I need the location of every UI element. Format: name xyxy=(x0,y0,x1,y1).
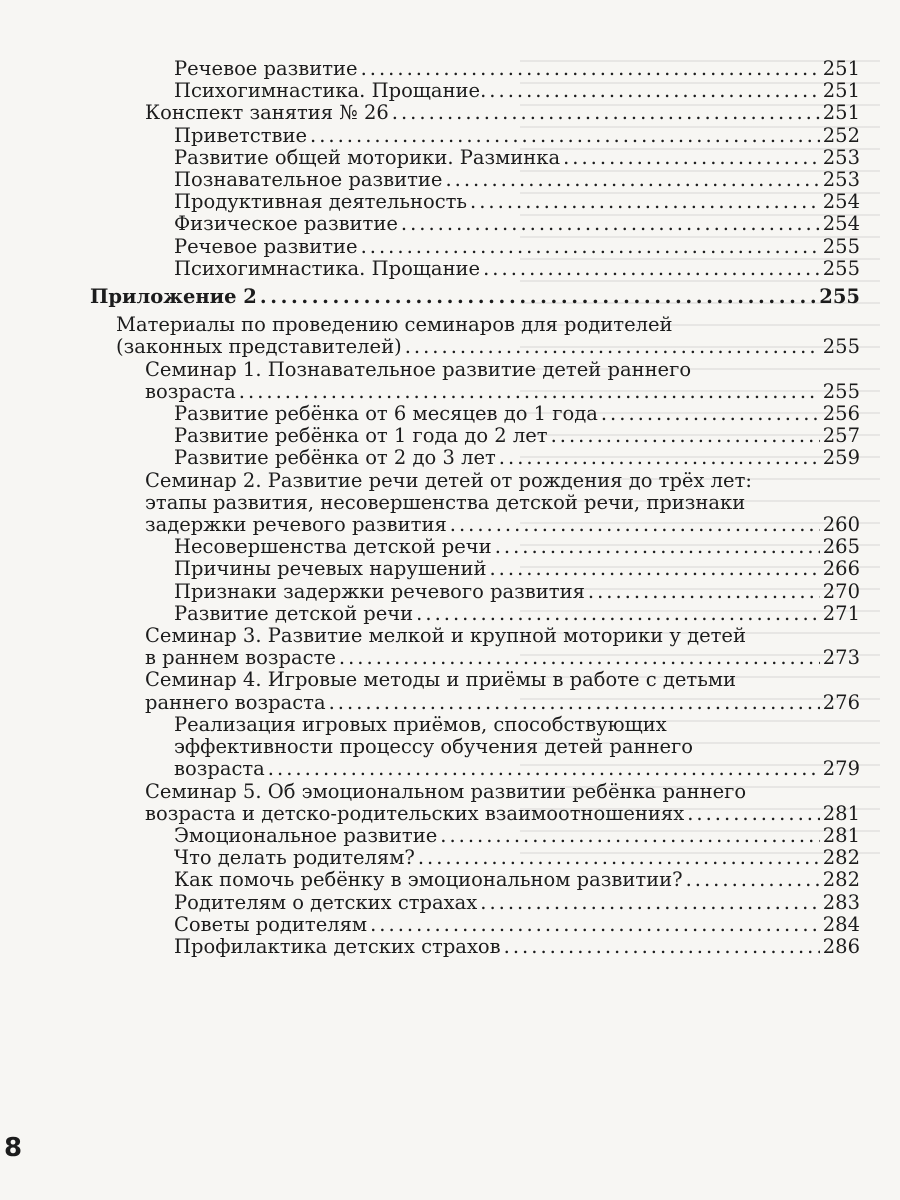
toc-entry-page: 253 xyxy=(822,168,860,192)
leader-dots xyxy=(480,892,820,914)
toc-entry xyxy=(174,936,860,958)
toc-entry xyxy=(174,536,860,558)
toc-entry-page: 271 xyxy=(822,601,860,625)
leader-dots xyxy=(440,825,820,847)
toc-entry xyxy=(174,425,860,447)
toc-entry-page: 273 xyxy=(822,646,860,670)
toc-entry xyxy=(174,892,860,914)
leader-dots xyxy=(416,603,820,625)
leader-dots xyxy=(686,869,820,891)
toc-entry-page: 253 xyxy=(822,145,860,169)
toc-entry-line: эффективности процессу обучения детей раннего xyxy=(174,735,693,759)
toc-entry xyxy=(174,447,860,469)
toc-entry-title: Как помочь ребёнку в эмоциональном развитии? xyxy=(174,868,683,892)
leader-dots xyxy=(260,286,816,308)
toc-entry-page: 284 xyxy=(822,912,860,936)
toc-entry-page: 257 xyxy=(822,424,860,448)
toc-entry xyxy=(145,647,860,669)
toc-entry-title: Речевое развитие xyxy=(174,57,358,80)
toc-entry-title: Физическое развитие xyxy=(174,212,398,236)
toc-entry-page: 252 xyxy=(822,123,860,147)
toc-entry xyxy=(174,914,860,936)
toc-entry-page: 265 xyxy=(822,535,860,559)
toc-entry-page: 255 xyxy=(822,234,860,258)
toc-entry-page: 259 xyxy=(822,446,860,470)
toc-entry-page: 251 xyxy=(822,57,860,80)
toc-entry xyxy=(145,381,860,403)
toc-entry-title: Речевое развитие xyxy=(174,234,358,258)
leader-dots xyxy=(239,381,820,403)
leader-dots xyxy=(687,803,820,825)
toc-entry xyxy=(174,403,860,425)
toc-entry-line: этапы развития, несовершенства детской речи, признаки xyxy=(145,490,746,514)
toc-entry-page: 255 xyxy=(819,285,860,309)
leader-dots xyxy=(551,425,820,447)
toc-entry-title: Развитие детской речи xyxy=(174,601,414,625)
toc-entry-page: 282 xyxy=(822,868,860,892)
toc-entry-title: Приветствие xyxy=(174,123,308,147)
toc-entry-page: 255 xyxy=(822,379,860,403)
toc-entry-title: Познавательное развитие xyxy=(174,168,443,192)
toc-entry xyxy=(145,514,860,536)
toc-entry xyxy=(116,336,860,358)
toc-entry xyxy=(174,847,860,869)
leader-dots xyxy=(361,236,820,258)
leader-dots xyxy=(563,147,820,169)
leader-dots xyxy=(450,514,820,536)
toc-entry-page: 279 xyxy=(822,757,860,781)
toc-entry-title: Родителям о детских страхах xyxy=(174,890,478,914)
leader-dots xyxy=(483,258,820,280)
toc-entry-title: в раннем возрасте xyxy=(145,646,336,670)
toc-entry-title: Что делать родителям? xyxy=(174,846,415,870)
toc-entry-title: Эмоциональное развитие xyxy=(174,823,438,847)
toc-entry-title: Развитие ребёнка от 2 до 3 лет xyxy=(174,446,496,470)
toc-entry-page: 266 xyxy=(822,557,860,581)
table-of-contents xyxy=(0,58,900,958)
toc-entry-page: 251 xyxy=(822,101,860,125)
leader-dots xyxy=(445,169,819,191)
toc-entry xyxy=(174,147,860,169)
toc-entry-title: Советы родителям xyxy=(174,912,368,936)
toc-entry-title: Психогимнастика. Прощание xyxy=(174,256,481,280)
toc-entry-page: 282 xyxy=(822,846,860,870)
toc-entry xyxy=(174,758,860,780)
toc-entry-title: возраста xyxy=(174,757,265,781)
toc-entry xyxy=(174,125,860,147)
toc-entry-line: Семинар 1. Познавательное развитие детей раннего xyxy=(145,357,692,381)
toc-entry-title: Профилактика детских страхов xyxy=(174,934,501,958)
toc-entry-title: Конспект занятия № 26 xyxy=(145,101,389,125)
toc-entry-title: Несовершенства детской речи xyxy=(174,535,492,559)
toc-entry-line: Семинар 5. Об эмоциональном развитии ребёнка раннего xyxy=(145,779,747,803)
toc-entry-line: Материалы по проведению семинаров для родителей xyxy=(116,313,673,337)
leader-dots xyxy=(495,536,820,558)
toc-entry-line: Семинар 4. Игровые методы и приёмы в работе с детьми xyxy=(145,668,736,692)
toc-entry-page: 281 xyxy=(822,823,860,847)
leader-dots xyxy=(339,647,820,669)
toc-entry-line: Реализация игровых приёмов, способствующих xyxy=(174,712,667,736)
leader-dots xyxy=(418,847,820,869)
toc-entry-title: Психогимнастика. Прощание. xyxy=(174,79,487,103)
toc-entry-title: Причины речевых нарушений xyxy=(174,557,487,581)
toc-entry-title: возраста xyxy=(145,379,236,403)
page-number: 8 xyxy=(4,1133,23,1163)
toc-entry-title: Приложение 2 xyxy=(90,285,257,309)
toc-entry-title: Признаки задержки речевого развития xyxy=(174,579,585,603)
toc-entry-title: задержки речевого развития xyxy=(145,513,447,537)
toc-entry xyxy=(145,803,860,825)
toc-entry-title: возраста и детско-родительских взаимоотношениях xyxy=(145,801,685,825)
leader-dots xyxy=(489,80,819,102)
toc-entry-page: 254 xyxy=(822,212,860,236)
leader-dots xyxy=(601,403,820,425)
toc-entry-line: Семинар 3. Развитие мелкой и крупной моторики у детей xyxy=(145,624,746,648)
toc-entry-page: 256 xyxy=(822,402,860,426)
toc-entry xyxy=(174,869,860,891)
toc-entry xyxy=(174,58,860,80)
leader-dots xyxy=(489,558,819,580)
toc-entry-page: 260 xyxy=(822,513,860,537)
toc-entry xyxy=(174,603,860,625)
toc-entry xyxy=(174,258,860,280)
toc-entry-title: Развитие ребёнка от 1 года до 2 лет xyxy=(174,424,548,448)
toc-entry-line: Семинар 2. Развитие речи детей от рождения до трёх лет: xyxy=(145,468,752,492)
toc-entry xyxy=(174,213,860,235)
toc-entry-page: 255 xyxy=(822,335,860,359)
leader-dots xyxy=(370,914,820,936)
leader-dots xyxy=(361,58,820,80)
toc-entry xyxy=(174,581,860,603)
toc-entry-title: раннего возраста xyxy=(145,690,326,714)
toc-entry-page: 276 xyxy=(822,690,860,714)
toc-entry xyxy=(145,102,860,124)
toc-entry-title: Развитие общей моторики. Разминка xyxy=(174,145,561,169)
leader-dots xyxy=(504,936,820,958)
toc-entry-title: Продуктивная деятельность xyxy=(174,190,468,214)
toc-entry xyxy=(174,236,860,258)
toc-entry-page: 283 xyxy=(822,890,860,914)
leader-dots xyxy=(470,191,820,213)
toc-entry-page: 255 xyxy=(822,256,860,280)
toc-entry xyxy=(145,692,860,714)
toc-entry xyxy=(174,80,860,102)
toc-entry-page: 251 xyxy=(822,79,860,103)
toc-entry-page: 254 xyxy=(822,190,860,214)
toc-entry-page: 286 xyxy=(822,934,860,958)
leader-dots xyxy=(588,581,820,603)
toc-entry xyxy=(174,191,860,213)
toc-entry-title: Развитие ребёнка от 6 месяцев до 1 года xyxy=(174,402,598,426)
toc-section-heading xyxy=(90,286,860,308)
leader-dots xyxy=(499,447,820,469)
toc-entry-page: 270 xyxy=(822,579,860,603)
toc-entry xyxy=(174,558,860,580)
toc-entry xyxy=(174,169,860,191)
leader-dots xyxy=(268,758,820,780)
leader-dots xyxy=(392,102,820,124)
leader-dots xyxy=(401,213,820,235)
toc-entry-page: 281 xyxy=(822,801,860,825)
toc-entry xyxy=(174,825,860,847)
leader-dots xyxy=(310,125,820,147)
toc-entry-title: (законных представителей) xyxy=(116,335,402,359)
leader-dots xyxy=(405,336,820,358)
leader-dots xyxy=(329,692,820,714)
